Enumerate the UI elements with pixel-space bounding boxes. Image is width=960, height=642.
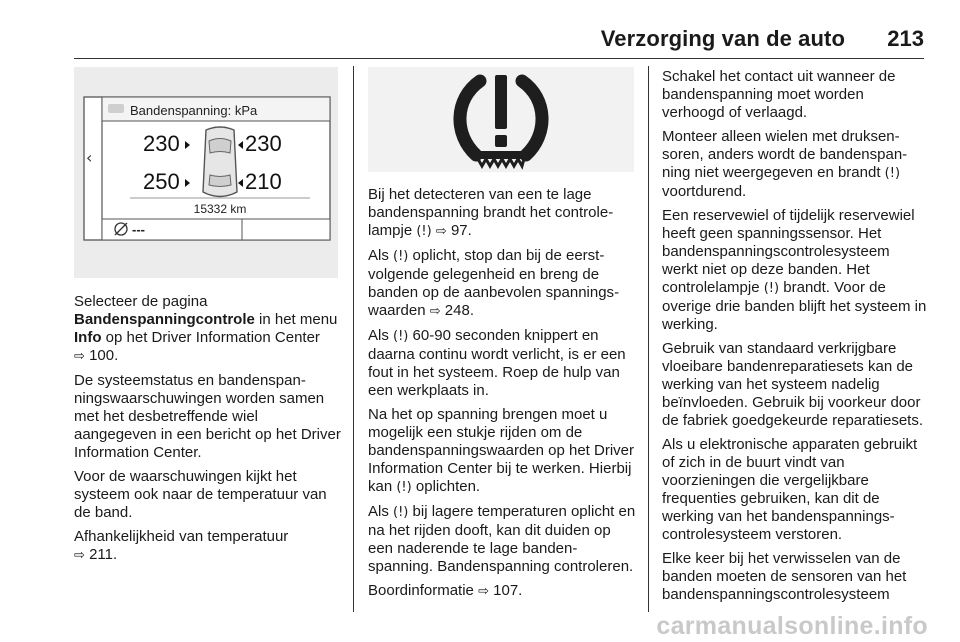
tpms-warning-icon: (!) [763,281,780,296]
tpms-warning-figure [368,67,634,172]
paragraph: Als (!) bij lagere temperaturen oplicht en na het rijden dooft, kan dit duiden op een naderende te lage bandenspanning. Bandenspanning controleren. [368,503,636,575]
reference-arrow-icon: ⇨ [478,584,489,599]
column-1 [74,293,342,571]
page-header [0,0,960,58]
pressure-front-right: 230 [245,131,282,156]
status-dashes: --- [132,222,145,237]
paragraph: Als (!) oplicht, stop dan bij de eerstvolgende gelegenheid en breng de banden op de aanbevolen spanningswaarden ⇨ 248. [368,247,620,319]
tpms-warning-icon: (!) [393,249,409,264]
paragraph: Elke keer bij het verwisselen van de banden moeten de sensoren van het bandenspanningscontrolesysteem [662,550,907,603]
tpms-display-illustration [74,67,338,278]
pressure-front-left: 230 [143,131,180,156]
paragraph: Als u elektronische apparaten gebruikt of zich in de buurt vindt van voorzieningen die vergelijkbare frequenties gebruiken, kan dit de werking van het bandenspanningscontrolesysteem verstoren. [662,436,918,543]
column-divider-2 [648,66,649,612]
column-divider-1 [353,66,354,612]
pressure-rear-right: 210 [245,169,282,194]
paragraph: Voor de waarschuwingen kijkt het systeem ook naar de temperatuur van de band. [74,468,327,521]
paragraph: De systeemstatus en bandenspanningswaarschuwingen worden samen met het desbetreffende wiel aangegeven in een bericht op het Driver Information Center. [74,372,341,461]
page-footer [0,612,960,642]
tpms-display-figure [74,67,338,278]
reference-arrow-icon: ⇨ [74,349,85,364]
paragraph: Boordinformatie ⇨ 107. [368,582,523,599]
paragraph: Bij het detecteren van een te lage bandenspanning brandt het controlelampje (!) ⇨ 97. [368,186,614,239]
page-number: 213 [887,26,924,51]
chapter-title: Verzorging van de auto [600,26,845,51]
tpms-warning-icon: (!) [393,505,409,520]
paragraph: Een reservewiel of tijdelijk reservewiel heeft geen spanningssensor. Het bandenspanningscontrolesysteem werkt niet op deze banden. Het controlelampje (!) brandt. Voor de overige drie banden blijft het systeem in werking. [662,207,927,333]
tpms-warning-icon [368,67,634,172]
reference-arrow-icon: ⇨ [74,548,85,563]
reference-arrow-icon: ⇨ [435,224,447,239]
pressure-rear-left: 250 [143,169,180,194]
tpms-warning-icon: (!) [416,224,432,239]
car-top-view-icon [203,127,237,197]
paragraph: Selecteer de pagina Bandenspanningcontrole in het menu Info op het Driver Information Center ⇨ 100. [74,293,338,364]
paragraph: Als (!) 60-90 seconden knippert en daarna continu wordt verlicht, is er een fout in het systeem. Roep de hulp van een werkplaats in. [368,327,626,399]
tpms-warning-icon: (!) [393,329,409,344]
paragraph: Schakel het contact uit wanneer de bandenspanning moet worden verhoogd of verlaagd. [662,68,896,121]
reference-arrow-icon: ⇨ [429,304,441,319]
car-icon [108,104,124,113]
paragraph: Afhankelijkheid van temperatuur ⇨ 211. [74,528,289,563]
paragraph: Monteer alleen wielen met druksensoren, anders wordt de bandenspanning niet weergegeven en brandt (!) voortdurend. [662,128,908,200]
display-title: Bandenspanning: kPa [130,103,258,118]
back-chevron-icon: ‹ [86,148,93,167]
watermark: carmanualsonline.info [656,612,928,640]
column-3 [662,68,928,610]
column-2 [368,186,636,607]
paragraph: Gebruik van standaard verkrijgbare vloeibare bandenreparatiesets kan de werking van het systeem nadelig beïnvloeden. Gebruik bij voorkeur door de fabriek goedgekeurde reparatiesets. [662,340,924,429]
odometer: 15332 km [193,202,247,216]
tpms-warning-icon: (!) [884,166,901,181]
paragraph: Na het op spanning brengen moet u mogelijk een stukje rijden om de bandenspanningswaarden op het Driver Information Center bij te werken. Hierbij kan (!) oplichten. [368,406,635,495]
header-rule [74,58,924,59]
tpms-warning-icon: (!) [396,480,412,495]
